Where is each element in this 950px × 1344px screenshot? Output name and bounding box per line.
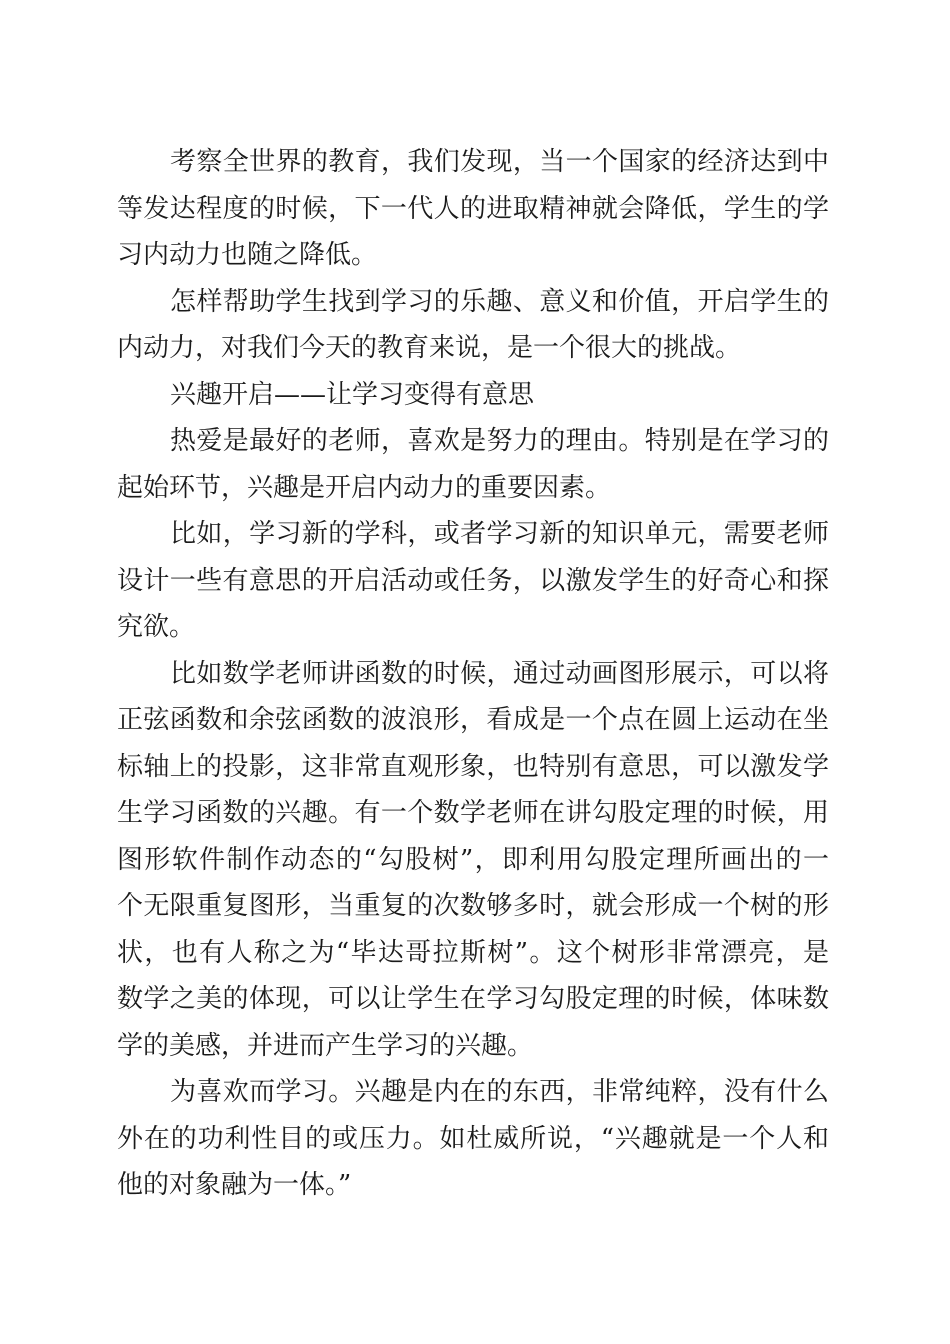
paragraph-5-line-4: 生学习函数的兴趣。有一个数学老师在讲勾股定理的时候，用 <box>117 798 829 828</box>
paragraph-5-line-5: 图形软件制作动态的“勾股树”，即利用勾股定理所画出的一 <box>117 845 829 875</box>
paragraph-2-line-1: 怎样帮助学生找到学习的乐趣、意义和价值，开启学生的 <box>170 287 829 317</box>
paragraph-2-line-2: 内动力，对我们今天的教育来说，是一个很大的挑战。 <box>117 333 742 363</box>
paragraph-6-line-3: 他的对象融为一体。” <box>117 1170 352 1200</box>
paragraph-6-line-1: 为喜欢而学习。兴趣是内在的东西，非常纯粹，没有什么 <box>170 1077 829 1107</box>
paragraph-1-line-2: 等发达程度的时候，下一代人的进取精神就会降低，学生的学 <box>117 194 829 224</box>
paragraph-4-line-3: 究欲。 <box>117 612 196 642</box>
paragraph-4-line-2: 设计一些有意思的开启活动或任务，以激发学生的好奇心和探 <box>117 566 829 596</box>
paragraph-5-line-3: 标轴上的投影，这非常直观形象，也特别有意思，可以激发学 <box>117 752 829 782</box>
paragraph-5-line-8: 数学之美的体现，可以让学生在学习勾股定理的时候，体味数 <box>117 984 829 1014</box>
paragraph-5-line-1: 比如数学老师讲函数的时候，通过动画图形展示，可以将 <box>170 659 829 689</box>
paragraph-5-line-9: 学的美感，并进而产生学习的兴趣。 <box>117 1031 534 1061</box>
paragraph-1-line-3: 习内动力也随之降低。 <box>117 240 378 270</box>
paragraph-5-line-2: 正弦函数和余弦函数的波浪形，看成是一个点在圆上运动在坐 <box>117 705 829 735</box>
paragraph-5-line-7: 状，也有人称之为“毕达哥拉斯树”。这个树形非常漂亮，是 <box>117 938 829 968</box>
paragraph-5-line-6: 个无限重复图形，当重复的次数够多时，就会形成一个树的形 <box>117 891 829 921</box>
section-heading: 兴趣开启——让学习变得有意思 <box>170 380 535 410</box>
paragraph-1-line-1: 考察全世界的教育，我们发现，当一个国家的经济达到中 <box>170 147 829 177</box>
paragraph-3-line-1: 热爱是最好的老师，喜欢是努力的理由。特别是在学习的 <box>170 426 829 456</box>
paragraph-6-line-2: 外在的功利性目的或压力。如杜威所说，“兴趣就是一个人和 <box>117 1124 829 1154</box>
paragraph-3-line-2: 起始环节，兴趣是开启内动力的重要因素。 <box>117 473 612 503</box>
paragraph-4-line-1: 比如，学习新的学科，或者学习新的知识单元，需要老师 <box>170 519 829 549</box>
